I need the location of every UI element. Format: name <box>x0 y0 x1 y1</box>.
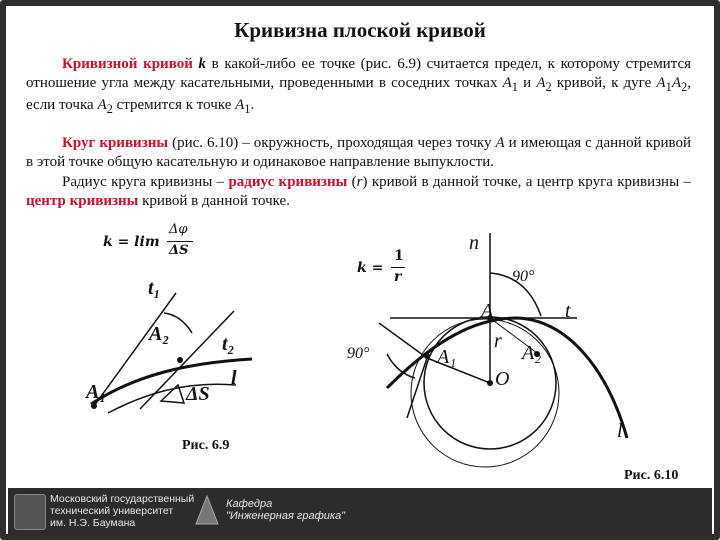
paragraph-circle: Круг кривизны (рис. 6.10) – окружность, проходящая через точку A и имеющая с данной кривой в этой точке общую касательную и одинаковое направление выпуклости. <box>26 135 691 170</box>
paragraph-curvature: Кривизной кривой k в какой-либо ее точке (рис. 6.9) считается предел, к которому стремится отношение угла между касательными, проведенными в соседних точках $A_1$ и $A_2$ кривой, к дуге $A_1A_2$, если точка $A_2$ стремится к точке $A_1$. <box>26 56 692 116</box>
label-A1: A₁ <box>86 381 107 403</box>
term-curvature: Кривизной кривой <box>62 56 193 72</box>
department-logo <box>194 494 220 526</box>
label-dS: ΔS <box>186 383 210 405</box>
department-name: Кафедра "Инженерная графика" <box>226 498 346 522</box>
figure-6-10: n 90° A t r O A₁ A₂ l 90° k = 1 r <box>327 228 693 490</box>
label-O: O <box>495 368 510 390</box>
label-n: n <box>469 232 479 254</box>
label-A2: A₂ <box>522 342 542 364</box>
label-A: A <box>481 300 494 322</box>
label-t: t <box>565 300 571 322</box>
caption-6-9: Рис. 6.9 <box>182 438 230 453</box>
label-l: l <box>617 420 623 442</box>
label-r: r <box>494 330 502 352</box>
term-center: центр кривизны <box>26 192 139 209</box>
term-radius: радиус кривизны <box>228 174 348 190</box>
label-angle-left: 90° <box>347 345 370 362</box>
label-A1: A₁ <box>437 346 457 368</box>
label-t1: t₁ <box>148 277 161 299</box>
caption-6-10: Рис. 6.10 <box>624 468 679 483</box>
label-A2: A₂ <box>149 323 170 345</box>
label-l: l <box>231 367 237 389</box>
paragraph-radius: Радиус круга кривизны – радиус кривизны (r) кривой в данной точке, а центр круга кривизны – центр кривизны кривой в данной точке. <box>26 174 691 209</box>
figure-6-9 <box>66 263 252 455</box>
label-t2: t₂ <box>222 333 235 355</box>
university-name: Московский государственный технический университет им. Н.Э. Баумана <box>50 493 195 529</box>
university-logo <box>14 494 46 530</box>
page-title: Кривизна плоской кривой <box>234 18 486 42</box>
term-circle: Круг кривизны <box>62 135 169 151</box>
label-angle-top: 90° <box>512 268 535 285</box>
footer-bar <box>8 488 712 534</box>
